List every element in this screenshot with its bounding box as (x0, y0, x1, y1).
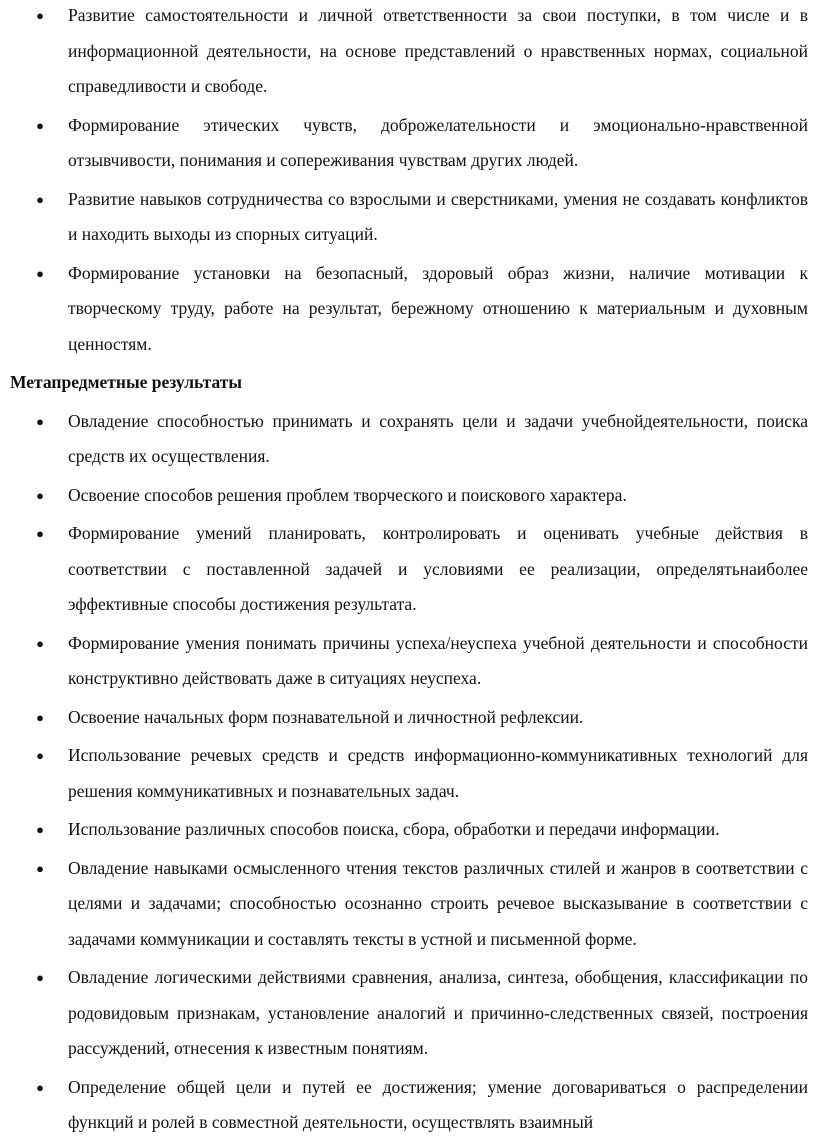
list-item-text: Освоение начальных форм познавательной и личностной рефлексии. (68, 706, 584, 727)
list-item (0, 182, 816, 253)
meta-results-list (0, 404, 816, 1141)
list-item (0, 404, 816, 475)
list-item (0, 700, 816, 736)
list-item (0, 812, 816, 848)
list-item-text: Овладение логическими действиями сравнения, анализа, синтеза, обобщения, классификации по родовидовым признакам, установление аналогий и причинно-следственных связей, построения рассуждений, отнесения к известным понятиям. (68, 967, 808, 1058)
list-item-text: Использование речевых средств и средств информационно-коммуникативных технологий для решения коммуникативных и познавательных задач. (68, 745, 808, 801)
list-item (0, 738, 816, 809)
list-item-text: Формирование этических чувств, доброжелательности и эмоционально-нравственной отзывчивости, понимания и сопереживания чувствам других людей. (68, 114, 808, 170)
list-item-text: Формирование умений планировать, контролировать и оценивать учебные действия в соответствии с поставленной задачей и условиями ее реализации, определятьнаиболее эффективные способы достижения результата. (68, 523, 808, 614)
list-item (0, 960, 816, 1067)
bullet-icon: ● (36, 1079, 44, 1095)
list-item-text: Использование различных способов поиска, сбора, обработки и передачи информации. (68, 819, 720, 839)
bullet-icon: ● (36, 860, 44, 876)
list-item-text: Определение общей цели и путей ее достижения; умение договариваться о распределении функций и ролей в совместной деятельности, осуществлять взаимный (68, 1076, 808, 1132)
section-heading-meta-results: Метапредметные результаты (10, 372, 243, 392)
list-item-text: Развитие самостоятельности и личной ответственности за свои поступки, в том числе и в информационной деятельности, на основе представлений о нравственных нормах, социальной справедливости и свободе. (68, 5, 808, 96)
bullet-icon: ● (36, 8, 44, 23)
list-item (0, 516, 816, 623)
list-item (0, 0, 816, 105)
bullet-icon: ● (36, 526, 44, 541)
list-item (0, 108, 816, 179)
list-item (0, 1070, 816, 1141)
bullet-icon: ● (36, 709, 44, 725)
bullet-icon: ● (36, 191, 44, 207)
bullet-icon: ● (36, 635, 44, 651)
bullet-icon: ● (36, 822, 44, 837)
personal-results-list (0, 0, 816, 362)
list-item (0, 478, 816, 514)
bullet-icon: ● (36, 748, 44, 763)
bullet-icon: ● (36, 413, 44, 429)
list-item-text: Овладение способностью принимать и сохранять цели и задачи учебнойдеятельности, поиска средств их осуществления. (68, 410, 808, 466)
list-item (0, 626, 816, 697)
bullet-icon: ● (36, 265, 44, 281)
list-item-text: Формирование умения понимать причины успеха/неуспеха учебной деятельности и способности конструктивно действовать даже в ситуациях неуспеха. (68, 632, 808, 688)
list-item (0, 851, 816, 958)
bullet-icon: ● (36, 487, 44, 503)
bullet-icon: ● (36, 117, 44, 133)
bullet-icon: ● (36, 970, 44, 985)
list-item-text: Овладение навыками осмысленного чтения текстов различных стилей и жанров в соответствии с целями и задачами; способностью осознанно строить речевое высказывание в соответствии с задачами коммуникации и составлять тексты в устной и письменной форме. (68, 857, 808, 949)
list-item (0, 256, 816, 363)
list-item-text: Развитие навыков сотрудничества со взрослыми и сверстниками, умения не создавать конфликтов и находить выходы из спорных ситуаций. (68, 188, 808, 244)
list-item-text: Формирование установки на безопасный, здоровый образ жизни, наличие мотивации к творческому труду, работе на результат, бережному отношению к материальным и духовным ценностям. (68, 262, 808, 354)
list-item-text: Освоение способов решения проблем творческого и поискового характера. (68, 484, 627, 505)
